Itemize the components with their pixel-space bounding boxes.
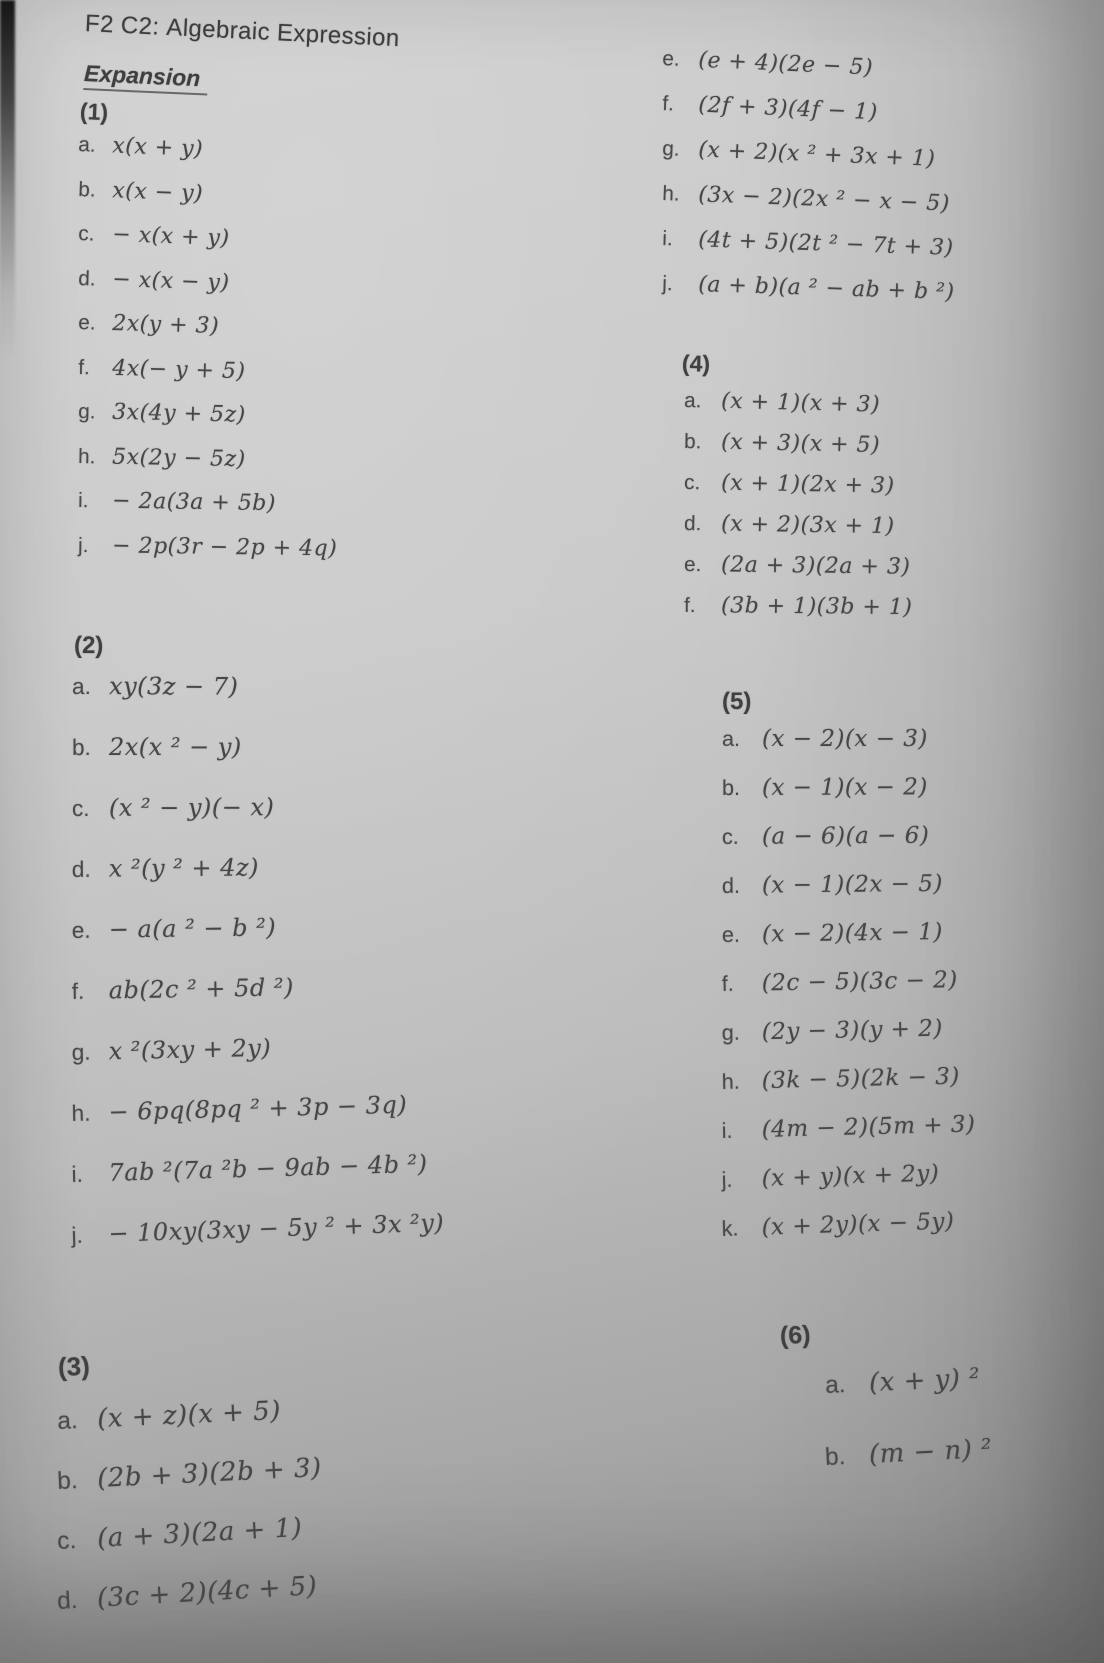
section-6 bbox=[824, 1363, 993, 1514]
worksheet-item bbox=[71, 1209, 446, 1282]
worksheet-item bbox=[77, 310, 337, 362]
item-expression: (x + 1)(2x + 3) bbox=[720, 470, 895, 499]
item-letter: h. bbox=[721, 1068, 741, 1094]
item-letter: f. bbox=[661, 92, 675, 116]
item-letter: a. bbox=[77, 133, 97, 157]
item-expression: x(x + y) bbox=[111, 133, 204, 162]
item-expression: − a(a ² − b ²) bbox=[108, 913, 277, 944]
item-letter: g. bbox=[661, 137, 681, 161]
item-expression: (x − 1)(x − 2) bbox=[761, 774, 928, 801]
item-letter: j. bbox=[77, 533, 89, 557]
item-letter: c. bbox=[71, 795, 90, 821]
worksheet-item bbox=[721, 1208, 976, 1265]
item-expression: x ²(3xy + 2y) bbox=[108, 1033, 272, 1066]
item-letter: e. bbox=[71, 917, 91, 944]
worksheet-item bbox=[77, 355, 337, 406]
worksheet-item bbox=[722, 726, 976, 775]
worksheet-item bbox=[78, 533, 338, 581]
item-expression: − 2a(3a + 5b) bbox=[111, 488, 277, 517]
worksheet-item bbox=[72, 733, 445, 794]
item-expression: 3x(4y + 5z) bbox=[111, 399, 246, 428]
item-expression: (3b + 1)(3b + 1) bbox=[720, 593, 913, 621]
item-letter: d. bbox=[721, 872, 741, 898]
item-letter: b. bbox=[56, 1467, 79, 1496]
item-letter: e. bbox=[661, 47, 681, 71]
item-expression: − 2p(3r − 2p + 4q) bbox=[111, 532, 338, 561]
worksheet-item bbox=[721, 1063, 976, 1118]
item-letter: c. bbox=[721, 823, 739, 849]
worksheet-item bbox=[684, 388, 913, 434]
item-letter: b. bbox=[721, 774, 741, 800]
worksheet-item bbox=[684, 429, 913, 475]
item-expression: (x + 3)(x + 5) bbox=[720, 429, 881, 458]
worksheet-item bbox=[722, 967, 977, 1020]
item-letter: d. bbox=[683, 512, 702, 536]
item-letter: e. bbox=[721, 921, 741, 947]
worksheet-item bbox=[72, 911, 446, 977]
item-expression: − x(x − y) bbox=[111, 266, 230, 296]
section-label-4: (4) bbox=[681, 350, 711, 377]
worksheet-item bbox=[684, 552, 913, 596]
item-expression: (3x − 2)(2x ² − x − 5) bbox=[697, 182, 951, 217]
item-letter: d. bbox=[56, 1586, 79, 1616]
section-4 bbox=[684, 388, 912, 634]
section-label-5: (5) bbox=[721, 688, 752, 716]
worksheet-item bbox=[722, 822, 976, 873]
item-letter: e. bbox=[683, 553, 702, 577]
item-expression: 4x(− y + 5) bbox=[111, 355, 246, 384]
worksheet-item bbox=[824, 1363, 994, 1442]
item-letter: g. bbox=[77, 400, 96, 424]
item-letter: g. bbox=[71, 1039, 91, 1066]
worksheet-item bbox=[71, 1090, 445, 1160]
item-letter: j. bbox=[721, 1166, 733, 1192]
worksheet-item bbox=[78, 444, 338, 493]
item-letter: f. bbox=[683, 594, 696, 618]
item-letter: a. bbox=[683, 389, 702, 413]
item-letter: k. bbox=[721, 1215, 739, 1241]
item-expression: 2x(x ² − y) bbox=[108, 732, 242, 761]
item-letter: i. bbox=[721, 1117, 733, 1143]
item-letter: h. bbox=[77, 444, 96, 468]
worksheet-item bbox=[71, 1030, 445, 1099]
worksheet-item bbox=[722, 919, 976, 971]
subtitle-expansion: Expansion bbox=[83, 60, 209, 96]
section-5 bbox=[722, 726, 976, 1265]
item-letter: g. bbox=[721, 1019, 741, 1045]
item-letter: h. bbox=[71, 1100, 91, 1127]
item-expression: x(x − y) bbox=[111, 177, 204, 207]
item-expression: x ²(y ² + 4z) bbox=[108, 853, 260, 883]
item-letter: a. bbox=[824, 1371, 847, 1400]
section-label-3: (3) bbox=[57, 1350, 91, 1382]
item-letter: a. bbox=[72, 674, 91, 700]
item-letter: c. bbox=[77, 222, 95, 246]
item-expression: xy(3z − 7) bbox=[109, 672, 239, 701]
item-expression: (3c + 2)(4c + 5) bbox=[96, 1571, 319, 1614]
section-3 bbox=[56, 1395, 323, 1646]
item-letter: f. bbox=[71, 978, 85, 1005]
item-letter: j. bbox=[661, 272, 673, 296]
item-expression: (a + 3)(2a + 1) bbox=[96, 1512, 303, 1554]
worksheet-item bbox=[684, 593, 913, 636]
item-expression: (2c − 5)(3c − 2) bbox=[761, 967, 958, 997]
worksheet-item bbox=[78, 399, 338, 449]
item-expression: (x + 1)(x + 3) bbox=[720, 388, 881, 418]
worksheet-item bbox=[722, 1015, 977, 1069]
section-2 bbox=[72, 672, 445, 1282]
worksheet-item bbox=[721, 1160, 976, 1216]
item-letter: i. bbox=[77, 489, 89, 513]
worksheet-item bbox=[72, 672, 445, 734]
item-expression: − x(x + y) bbox=[111, 222, 230, 252]
photo-edge-shadow bbox=[0, 0, 15, 360]
item-expression: (x + 2)(x ² + 3x + 1) bbox=[697, 137, 936, 172]
item-letter: b. bbox=[824, 1443, 847, 1472]
worksheet-item bbox=[661, 271, 955, 325]
item-expression: (x + 2y)(x − 5y) bbox=[761, 1208, 955, 1241]
section-continuation bbox=[662, 46, 954, 316]
item-expression: (3k − 5)(2k − 3) bbox=[761, 1063, 961, 1095]
item-letter: b. bbox=[71, 734, 91, 760]
item-letter: e. bbox=[77, 311, 96, 335]
section-1 bbox=[78, 132, 337, 577]
item-expression: (2f + 3)(4f − 1) bbox=[697, 92, 879, 126]
item-expression: 2x(y + 3) bbox=[111, 310, 220, 339]
worksheet-item bbox=[824, 1434, 994, 1514]
section-label-1: (1) bbox=[79, 98, 109, 126]
item-letter: f. bbox=[77, 355, 91, 379]
item-expression: (x + y) ² bbox=[868, 1363, 981, 1399]
worksheet-item bbox=[71, 971, 445, 1038]
item-letter: d. bbox=[77, 266, 96, 291]
item-letter: a. bbox=[721, 726, 741, 752]
item-expression: (a + b)(a ² − ab + b ²) bbox=[697, 272, 955, 305]
worksheet-item bbox=[722, 871, 976, 922]
worksheet-item bbox=[78, 488, 338, 537]
item-expression: (x + z)(x + 5) bbox=[96, 1395, 282, 1435]
item-expression: (2a + 3)(2a + 3) bbox=[720, 552, 911, 580]
worksheet-item bbox=[72, 792, 445, 855]
item-letter: j. bbox=[71, 1222, 84, 1249]
item-expression: (x − 2)(4x − 1) bbox=[761, 919, 944, 948]
worksheet-item bbox=[684, 470, 913, 515]
item-expression: (e + 4)(2e − 5) bbox=[697, 47, 874, 81]
item-expression: 7ab ²(7a ²b − 9ab − 4b ²) bbox=[108, 1149, 428, 1187]
worksheet-item bbox=[684, 511, 913, 555]
item-letter: b. bbox=[683, 430, 702, 454]
item-expression: (m − n) ² bbox=[868, 1434, 993, 1470]
item-expression: (4t + 5)(2t ² − 7t + 3) bbox=[697, 227, 955, 261]
item-letter: b. bbox=[77, 177, 97, 202]
item-letter: a. bbox=[56, 1407, 79, 1436]
item-expression: (2y − 3)(y + 2) bbox=[761, 1015, 944, 1046]
item-expression: − 10xy(3xy − 5y ² + 3x ²y) bbox=[107, 1208, 445, 1248]
item-expression: (x + 2)(3x + 1) bbox=[720, 511, 895, 540]
item-letter: h. bbox=[661, 182, 681, 206]
item-expression: (4m − 2)(5m + 3) bbox=[761, 1111, 976, 1143]
page-title: F2 C2: Algebraic Expression bbox=[84, 10, 401, 53]
item-letter: f. bbox=[721, 970, 735, 996]
worksheet-item bbox=[72, 852, 445, 916]
item-expression: (x + y)(x + 2y) bbox=[761, 1160, 940, 1192]
item-expression: (x − 1)(2x − 5) bbox=[761, 870, 944, 899]
item-expression: (2b + 3)(2b + 3) bbox=[96, 1452, 323, 1495]
item-expression: ab(2c ² + 5d ²) bbox=[108, 973, 295, 1005]
item-letter: c. bbox=[56, 1527, 77, 1556]
section-label-2: (2) bbox=[73, 632, 104, 660]
item-expression: (x ² − y)(− x) bbox=[108, 793, 275, 822]
worksheet-item bbox=[722, 774, 976, 824]
item-expression: (a − 6)(a − 6) bbox=[761, 822, 930, 850]
item-expression: − 6pq(8pq ² + 3p − 3q) bbox=[108, 1090, 408, 1127]
item-letter: i. bbox=[71, 1161, 84, 1188]
item-letter: i. bbox=[661, 227, 674, 251]
section-label-6: (6) bbox=[779, 1320, 812, 1350]
worksheet-item bbox=[721, 1111, 976, 1167]
item-expression: 5x(2y − 5z) bbox=[111, 444, 246, 472]
item-letter: d. bbox=[71, 856, 91, 883]
item-letter: c. bbox=[683, 471, 701, 495]
item-expression: (x − 2)(x − 3) bbox=[761, 726, 928, 753]
